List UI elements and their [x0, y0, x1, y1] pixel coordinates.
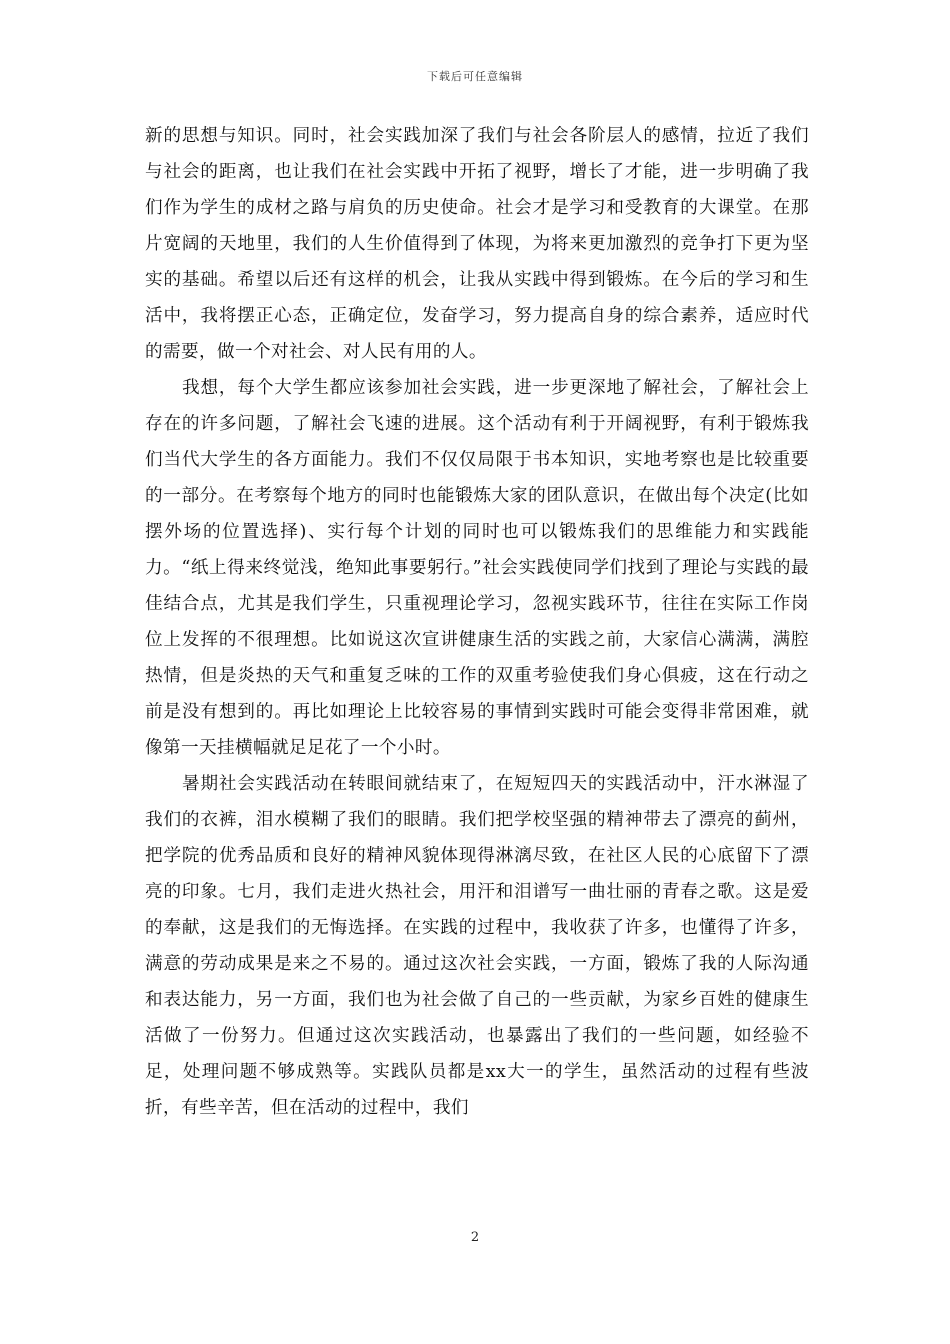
paragraph-summer-practice: 暑期社会实践活动在转眼间就结束了，在短短四天的实践活动中，汗水淋湿了我们的衣裤，泪水模糊了我们的眼睛。我们把学校坚强的精神带去了漂亮的蓟州，把学院的优秀品质和良好的精神风貌体现得淋漓尽致，在社区人民的心底留下了漂亮的印象。七月，我们走进火热社会，用汗和泪谱写一曲壮丽的青春之歌。这是爱的奉献，这是我们的无悔选择。在实践的过程中，我收获了许多，也懂得了许多，满意的劳动成果是来之不易的。通过这次社会实践，一方面，锻炼了我的人际沟通和表达能力，另一方面，我们也为社会做了自己的一些贡献，为家乡百姓的健康生活做了一份努力。但通过这次实践活动，也暴露出了我们的一些问题，如经验不足，处理问题不够成熟等。实践队员都是xx大一的学生，虽然活动的过程有些波折，有些辛苦，但在活动的过程中，我们	[145, 774, 809, 1118]
paragraph-continued: 新的思想与知识。同时，社会实践加深了我们与社会各阶层人的感情，拉近了我们与社会的距离，也让我们在社会实践中开拓了视野，增长了才能，进一步明确了我们作为学生的成材之路与肩负的历史使命。社会才是学习和受教育的大课堂。在那片宽阔的天地里，我们的人生价值得到了体现，为将来更加激烈的竞争打下更为坚实的基础。希望以后还有这样的机会，让我从实践中得到锻炼。在今后的学习和生活中，我将摆正心态，正确定位，发奋学习，努力提高自身的综合素养，适应时代的需要，做一个对社会、对人民有用的人。	[145, 126, 809, 362]
page-number: 2	[470, 1230, 480, 1245]
page-header: 下载后可任意编辑	[427, 70, 523, 83]
document-body	[145, 118, 809, 1126]
paragraph-social-practice: 我想，每个大学生都应该参加社会实践，进一步更深地了解社会，了解社会上存在的许多问题，了解社会飞速的进展。这个活动有利于开阔视野，有利于锻炼我们当代大学生的各方面能力。我们不仅仅局限于书本知识，实地考察也是比较重要的一部分。在考察每个地方的同时也能锻炼大家的团队意识，在做出每个决定(比如摆外场的位置选择)、实行每个计划的同时也可以锻炼我们的思维能力和实践能力。“纸上得来终觉浅，绝知此事要躬行。”社会实践使同学们找到了理论与实践的最佳结合点，尤其是我们学生，只重视理论学习，忽视实践环节，往往在实际工作岗位上发挥的不很理想。比如说这次宣讲健康生活的实践之前，大家信心满满，满腔热情，但是炎热的天气和重复乏味的工作的双重考验使我们身心俱疲，这在行动之前是没有想到的。再比如理论上比较容易的事情到实践时可能会变得非常困难，就像第一天挂横幅就足足花了一个小时。	[145, 378, 809, 758]
